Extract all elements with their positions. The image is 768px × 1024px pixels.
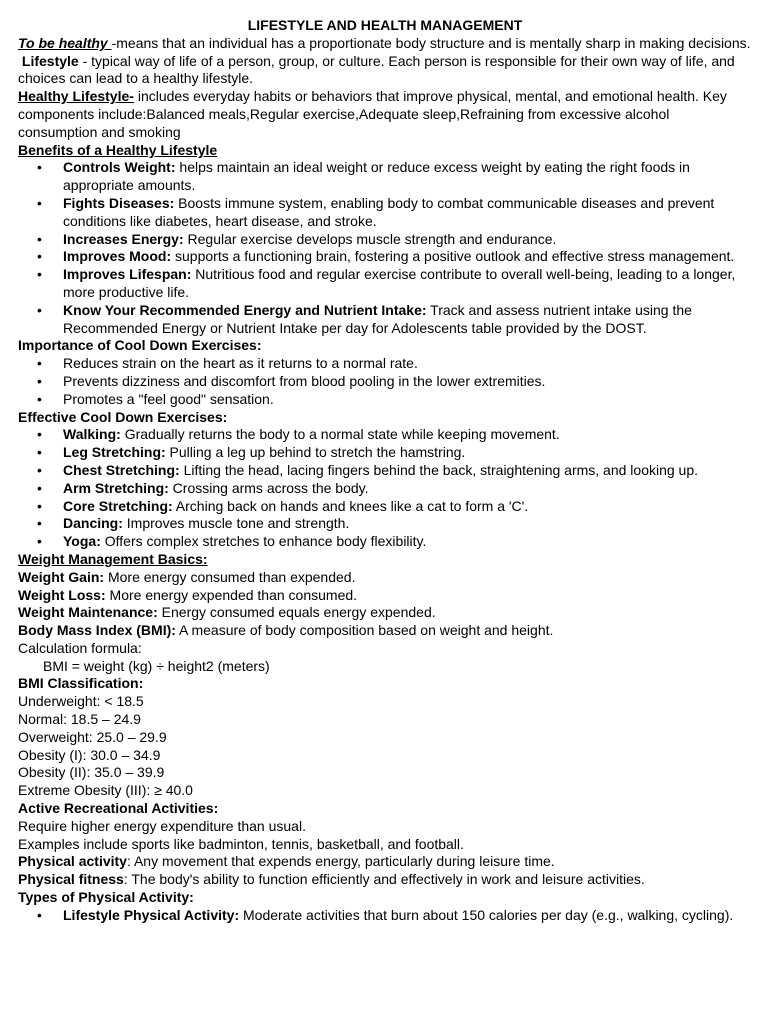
list-item: • Reduces strain on the heart as it returns to a normal rate. (37, 355, 418, 372)
definition-lifestyle: Lifestyle - typical way of life of a person, group, or culture. Each person is responsible for their own way of life, and choices can lead to a healthy lifestyle. (18, 52, 735, 87)
term-lifestyle: Lifestyle (21, 52, 79, 69)
benefits-list (18, 159, 752, 337)
recreation-line: Require higher energy expenditure than usual. (18, 817, 306, 834)
list-item: • Know Your Recommended Energy and Nutrient Intake: Track and assess nutrient intake using the Recommended Energy or Nutrient Intake per day for Adolescents table provided by the DOST. (37, 301, 692, 336)
bullet-icon: • (37, 230, 42, 247)
list-item: • Walking: Gradually returns the body to a normal state while keeping movement. (37, 426, 560, 443)
section-heading-benefits: Benefits of a Healthy Lifestyle (18, 141, 218, 158)
bmi-class: Normal: 18.5 – 24.9 (18, 711, 141, 728)
bullet-icon: • (37, 533, 42, 550)
bullet-icon: • (37, 355, 42, 372)
bullet-icon: • (37, 461, 42, 478)
document-title: LIFESTYLE AND HEALTH MANAGEMENT (247, 17, 523, 33)
document-page (18, 17, 752, 925)
section-heading-recreation: Active Recreational Activities: (18, 800, 219, 817)
bmi-class: Obesity (II): 35.0 – 39.9 (18, 764, 165, 781)
list-item: • Arm Stretching: Crossing arms across the body. (37, 479, 369, 496)
section-heading-types: Types of Physical Activity: (18, 889, 194, 906)
bullet-icon: • (37, 301, 42, 318)
list-item: • Lifestyle Physical Activity: Moderate activities that burn about 150 calories per day (e.g., walking, cycling). (37, 906, 734, 923)
weight-loss: Weight Loss: More energy expended than consumed. (18, 586, 358, 603)
bmi-definition: Body Mass Index (BMI): A measure of body composition based on weight and height. (18, 622, 554, 639)
bmi-formula: BMI = weight (kg) ÷ height2 (meters) (43, 657, 270, 674)
physical-fitness-definition: Physical fitness: The body's ability to function efficiently and effectively in work and leisure activities. (18, 871, 645, 888)
bullet-icon: • (37, 906, 42, 923)
bullet-icon: • (37, 497, 42, 514)
bmi-class: Underweight: < 18.5 (18, 693, 144, 710)
bullet-icon: • (37, 444, 42, 461)
bullet-icon: • (37, 159, 42, 176)
bullet-icon: • (37, 248, 42, 265)
section-heading-bmi: BMI Classification: (18, 675, 144, 692)
term-healthy: To be healthy (18, 34, 112, 51)
list-item: • Yoga: Offers complex stretches to enhance body flexibility. (37, 533, 427, 550)
weight-gain: Weight Gain: More energy consumed than expended. (18, 568, 356, 585)
definition-healthy: To be healthy -means that an individual has a proportionate body structure and is mentally sharp in making decisions. (18, 34, 751, 51)
list-item: • Increases Energy: Regular exercise develops muscle strength and endurance. (37, 230, 557, 247)
bullet-icon: • (37, 479, 42, 496)
types-list (18, 907, 752, 925)
list-item: • Fights Diseases: Boosts immune system, enabling body to combat communicable diseases and prevent conditions like diabetes, heart disease, and stroke. (37, 194, 715, 229)
list-item: • Core Stretching: Arching back on hands and knees like a cat to form a 'C'. (37, 497, 529, 514)
bullet-icon: • (37, 515, 42, 532)
bmi-class: Overweight: 25.0 – 29.9 (18, 728, 167, 745)
list-item: • Dancing: Improves muscle tone and strength. (37, 515, 350, 532)
cooldown-importance-list (18, 355, 752, 408)
section-heading-cooldown-importance: Importance of Cool Down Exercises: (18, 337, 262, 354)
definition-healthy-lifestyle: Healthy Lifestyle- includes everyday habits or behaviors that improve physical, mental, and emotional health. Key components include:Balanced meals,Regular exercise,Adequate sleep,Refraining from excessive alcohol consumption and smoking (18, 88, 727, 140)
section-heading-cooldown-exercises: Effective Cool Down Exercises: (18, 408, 228, 425)
term-healthy-lifestyle: Healthy Lifestyle- (18, 88, 134, 105)
recreation-line: Examples include sports like badminton, tennis, basketball, and football. (18, 835, 464, 852)
bmi-class: Obesity (I): 30.0 – 34.9 (18, 746, 161, 763)
section-heading-weight: Weight Management Basics: (18, 550, 208, 567)
list-item: • Improves Lifespan: Nutritious food and regular exercise contribute to overall well-being, leading to a longer, more productive life. (37, 266, 736, 300)
list-item: • Leg Stretching: Pulling a leg up behind to stretch the hamstring. (37, 444, 466, 461)
list-item: • Controls Weight: helps maintain an ideal weight or reduce excess weight by eating the right foods in appropriate amounts. (37, 159, 690, 194)
list-item: • Improves Mood: supports a functioning brain, fostering a positive outlook and effective stress management. (37, 248, 735, 265)
list-item: • Chest Stretching: Lifting the head, lacing fingers behind the back, straightening arms, and looking up. (37, 461, 699, 478)
bullet-icon: • (37, 266, 42, 283)
formula-label: Calculation formula: (18, 639, 142, 656)
physical-activity-definition: Physical activity: Any movement that expends energy, particularly during leisure time. (18, 853, 555, 870)
weight-maintenance: Weight Maintenance: Energy consumed equals energy expended. (18, 604, 436, 621)
bullet-icon: • (37, 372, 42, 389)
bmi-class: Extreme Obesity (III): ≥ 40.0 (18, 782, 193, 799)
list-item: • Prevents dizziness and discomfort from blood pooling in the lower extremities. (37, 372, 546, 389)
cooldown-exercises-list (18, 426, 752, 551)
bullet-icon: • (37, 426, 42, 443)
list-item: • Promotes a "feel good" sensation. (37, 390, 274, 407)
bullet-icon: • (37, 194, 42, 211)
bullet-icon: • (37, 390, 42, 407)
